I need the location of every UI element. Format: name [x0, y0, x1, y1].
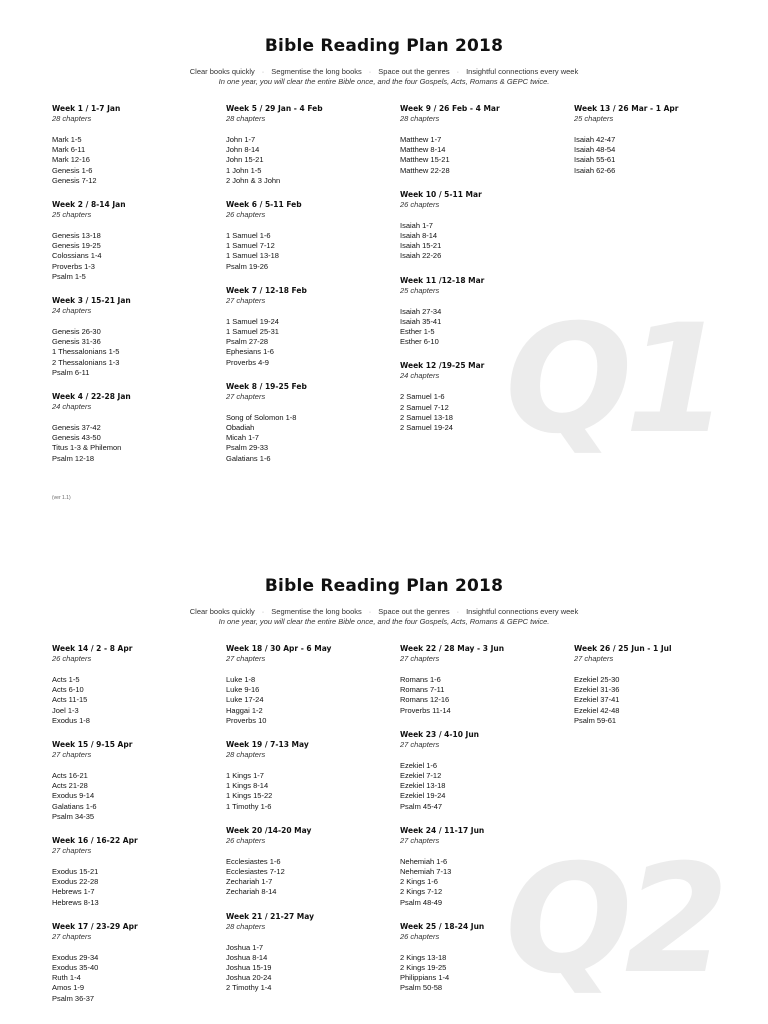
reading-item: John 8-14 — [226, 145, 260, 155]
reading-item: Luke 9-16 — [226, 685, 260, 695]
tagline: Insightful connections every week — [466, 67, 579, 76]
reading-item: Isaiah 35-41 — [400, 316, 442, 326]
reading-item: Isaiah 62-66 — [574, 165, 616, 175]
week-block — [400, 826, 570, 908]
tagline-row — [0, 67, 768, 77]
reading-item: Zechariah 1-7 — [226, 877, 273, 887]
week-column — [574, 104, 744, 190]
chapter-count: 25 chapters — [574, 114, 614, 123]
taglines — [0, 67, 768, 87]
bullet-separator: · — [261, 67, 265, 76]
week-heading: Week 3 / 15-21 Jan — [52, 296, 131, 306]
week-block — [52, 922, 222, 1004]
tagline: Clear books quickly — [189, 607, 255, 616]
week-heading: Week 8 / 19-25 Feb — [226, 381, 307, 391]
chapter-count: 25 chapters — [400, 285, 440, 295]
reading-item: Acts 6-10 — [52, 685, 84, 695]
reading-item: Exodus 1-8 — [52, 715, 90, 725]
reading-item: 1 Kings 1-7 — [226, 771, 264, 781]
tagline: Segmentise the long books — [271, 67, 362, 76]
reading-item: Nehemiah 7-13 — [400, 867, 452, 877]
reading-item: Joshua 20-24 — [226, 973, 272, 983]
chapter-count: 27 chapters — [226, 295, 266, 305]
reading-item: 1 Samuel 7-12 — [226, 241, 275, 251]
week-block — [400, 276, 570, 348]
reading-item: Psalm 27-28 — [226, 337, 269, 347]
bullet-separator: · — [456, 607, 460, 616]
chapter-count: 28 chapters — [226, 921, 266, 931]
reading-item: Isaiah 15-21 — [400, 241, 442, 251]
reading-item: Proverbs 1-3 — [52, 261, 95, 271]
week-block — [574, 104, 744, 176]
chapter-count: 26 chapters — [226, 835, 266, 845]
page-title: Bible Reading Plan 2018 — [264, 36, 504, 56]
reading-item: 1 John 1-5 — [226, 165, 262, 175]
reading-item: Psalm 36-37 — [52, 993, 95, 1003]
bullet-separator: · — [368, 607, 372, 616]
week-heading: Week 9 / 26 Feb - 4 Mar — [400, 104, 500, 113]
week-heading: Week 19 / 7-13 May — [226, 740, 309, 750]
week-heading: Week 14 / 2 - 8 Apr — [52, 644, 133, 653]
week-column — [400, 104, 570, 447]
chapter-count: 27 chapters — [400, 739, 440, 749]
chapter-count: 28 chapters — [400, 114, 440, 123]
reading-item: Proverbs 11-14 — [400, 705, 451, 715]
week-block — [400, 644, 570, 716]
reading-item: Amos 1-9 — [52, 983, 85, 993]
week-block — [52, 392, 222, 464]
reading-item: Song of Solomon 1-8 — [226, 412, 297, 422]
reading-item: Psalm 48-49 — [400, 897, 443, 907]
chapter-count: 27 chapters — [226, 654, 266, 663]
tagline: Insightful connections every week — [466, 607, 579, 616]
reading-item: Proverbs 4-9 — [226, 357, 269, 367]
reading-item: Mark 12-16 — [52, 155, 90, 165]
reading-item: 1 Samuel 13-18 — [226, 251, 279, 261]
reading-item: Ecclesiastes 1-6 — [226, 856, 281, 866]
reading-item: Isaiah 48-54 — [574, 145, 616, 155]
reading-item: Micah 1-7 — [226, 433, 259, 443]
reading-item: Colossians 1-4 — [52, 251, 102, 261]
reading-item: Romans 1-6 — [400, 675, 441, 684]
reading-item: 2 Samuel 13-18 — [400, 412, 453, 422]
chapter-count: 27 chapters — [52, 750, 92, 760]
reading-item: Mark 6-11 — [52, 145, 86, 155]
reading-item: Luke 1-8 — [226, 675, 256, 684]
chapter-count: 24 chapters — [400, 371, 440, 381]
bullet-separator: · — [456, 67, 460, 76]
reading-item: Ezekiel 31-36 — [574, 685, 620, 695]
reading-item: Psalm 1-5 — [52, 271, 86, 281]
week-heading: Week 22 / 28 May - 3 Jun — [400, 644, 505, 653]
week-heading: Week 21 / 21-27 May — [226, 911, 314, 921]
bullet-separator: · — [368, 67, 372, 76]
chapter-count: 24 chapters — [52, 402, 92, 412]
week-column — [226, 644, 396, 1008]
tagline: Segmentise the long books — [271, 607, 362, 616]
reading-item: 1 Samuel 25-31 — [226, 327, 279, 337]
week-heading: Week 24 / 11-17 Jun — [400, 825, 485, 835]
reading-item: 2 John & 3 John — [226, 175, 281, 185]
week-column — [226, 104, 396, 478]
week-heading: Week 2 / 8-14 Jan — [52, 200, 126, 210]
reading-item: Acts 21-28 — [52, 781, 88, 791]
week-block — [400, 190, 570, 262]
chapter-count: 28 chapters — [226, 750, 266, 760]
week-block — [226, 740, 396, 812]
reading-item: Isaiah 1-7 — [400, 220, 433, 230]
reading-item: Joshua 1-7 — [226, 942, 264, 952]
tagline: Clear books quickly — [189, 67, 255, 76]
reading-item: Psalm 34-35 — [52, 811, 95, 821]
reading-item: Joshua 8-14 — [226, 952, 268, 962]
reading-item: Exodus 29-34 — [52, 952, 99, 962]
reading-item: Genesis 13-18 — [52, 231, 101, 241]
reading-item: Isaiah 42-47 — [574, 135, 616, 144]
week-block — [226, 104, 396, 186]
reading-item: 1 Kings 8-14 — [226, 781, 269, 791]
reading-item: 2 Samuel 7-12 — [400, 402, 449, 412]
week-heading: Week 11 /12-18 Mar — [400, 275, 485, 285]
chapter-count: 28 chapters — [226, 114, 266, 123]
chapter-count: 26 chapters — [226, 210, 266, 220]
week-block — [52, 644, 222, 726]
quarter-watermark: Q1 — [505, 293, 721, 467]
reading-item: John 1-7 — [226, 135, 256, 144]
reading-item: 1 Samuel 1-6 — [226, 231, 271, 241]
tagline: Space out the genres — [378, 607, 450, 616]
week-column — [52, 104, 222, 478]
week-heading: Week 1 / 1-7 Jan — [52, 104, 121, 113]
chapter-count: 27 chapters — [52, 931, 92, 941]
week-heading: Week 12 /19-25 Mar — [400, 361, 485, 371]
week-heading: Week 10 / 5-11 Mar — [400, 189, 482, 199]
version-label: (ver 1.1) — [52, 495, 71, 501]
quarter-watermark: Q2 — [505, 833, 721, 1007]
week-block — [400, 104, 570, 176]
tagline-row — [0, 607, 768, 617]
week-heading: Week 5 / 29 Jan - 4 Feb — [226, 104, 323, 113]
week-block — [400, 730, 570, 812]
reading-item: Esther 1-5 — [400, 327, 435, 337]
reading-item: 1 Samuel 19-24 — [226, 316, 279, 326]
reading-item: Acts 11-15 — [52, 695, 88, 705]
page-title: Bible Reading Plan 2018 — [264, 576, 504, 596]
chapter-count: 25 chapters — [52, 210, 92, 220]
reading-item: Ezekiel 25-30 — [574, 675, 620, 684]
week-column — [574, 644, 744, 740]
reading-item: 1 Timothy 1-6 — [226, 801, 272, 811]
week-block — [52, 296, 222, 378]
reading-item: Psalm 45-47 — [400, 801, 443, 811]
reading-item: Genesis 26-30 — [52, 327, 101, 337]
reading-item: Psalm 6-11 — [52, 367, 90, 377]
reading-item: Exodus 15-21 — [52, 867, 99, 877]
reading-item: Ezekiel 37-41 — [574, 695, 620, 705]
reading-item: Ezekiel 1-6 — [400, 760, 438, 770]
reading-item: Proverbs 10 — [226, 715, 267, 725]
week-heading: Week 7 / 12-18 Feb — [226, 285, 307, 295]
reading-item: Ephesians 1-6 — [226, 347, 274, 357]
reading-item: Ezekiel 42-48 — [574, 705, 620, 715]
reading-item: 2 Kings 13-18 — [400, 952, 447, 962]
reading-item: Ezekiel 19-24 — [400, 791, 446, 801]
reading-item: Titus 1-3 & Philemon — [52, 443, 122, 453]
reading-item: Isaiah 27-34 — [400, 306, 442, 316]
taglines — [0, 607, 768, 627]
reading-item: Ecclesiastes 7-12 — [226, 867, 285, 877]
reading-item: Romans 12-16 — [400, 695, 450, 705]
reading-item: Genesis 7-12 — [52, 175, 97, 185]
week-heading: Week 17 / 23-29 Apr — [52, 921, 138, 931]
reading-item: Esther 6-10 — [400, 337, 439, 347]
reading-item: Haggai 1-2 — [226, 705, 263, 715]
week-block — [226, 382, 396, 464]
reading-item: Genesis 19-25 — [52, 241, 101, 251]
reading-item: 1 Kings 15-22 — [226, 791, 273, 801]
reading-item: Exodus 9-14 — [52, 791, 95, 801]
week-heading: Week 26 / 25 Jun - 1 Jul — [574, 644, 672, 653]
reading-item: Psalm 29-33 — [226, 443, 269, 453]
week-column — [400, 644, 570, 1008]
reading-item: Matthew 1-7 — [400, 135, 442, 144]
chapter-count: 24 chapters — [52, 306, 92, 316]
reading-item: Isaiah 8-14 — [400, 231, 438, 241]
reading-item: Luke 17-24 — [226, 695, 264, 705]
week-heading: Week 23 / 4-10 Jun — [400, 729, 480, 739]
reading-item: Zechariah 8-14 — [226, 887, 277, 897]
week-heading: Week 15 / 9-15 Apr — [52, 740, 133, 750]
reading-item: 1 Thessalonians 1-5 — [52, 347, 120, 357]
week-block — [52, 104, 222, 186]
week-block — [400, 922, 570, 994]
reading-item: Galatians 1-6 — [52, 801, 97, 811]
reading-item: Acts 1-5 — [52, 675, 80, 684]
week-heading: Week 18 / 30 Apr - 6 May — [226, 644, 332, 653]
week-heading: Week 6 / 5-11 Feb — [226, 200, 302, 210]
reading-item: Hebrews 1-7 — [52, 887, 95, 897]
week-block — [226, 644, 396, 726]
reading-item: Ruth 1-4 — [52, 973, 81, 983]
chapter-count: 28 chapters — [52, 114, 92, 123]
reading-item: Psalm 50-58 — [400, 983, 443, 993]
week-block — [52, 740, 222, 822]
reading-item: Obadiah — [226, 423, 255, 433]
reading-item: Ezekiel 13-18 — [400, 781, 446, 791]
reading-item: Exodus 22-28 — [52, 877, 99, 887]
chapter-count: 27 chapters — [52, 846, 92, 856]
reading-item: Mark 1-5 — [52, 135, 82, 144]
chapter-count: 27 chapters — [226, 391, 266, 401]
reading-item: Isaiah 55-61 — [574, 155, 616, 165]
reading-item: Psalm 12-18 — [52, 453, 95, 463]
reading-item: Matthew 15-21 — [400, 155, 450, 165]
reading-item: Matthew 22-28 — [400, 165, 450, 175]
week-block — [574, 644, 744, 726]
reading-item: Joel 1-3 — [52, 705, 79, 715]
chapter-count: 26 chapters — [400, 931, 440, 941]
week-heading: Week 4 / 22-28 Jan — [52, 392, 131, 402]
week-block — [400, 361, 570, 433]
reading-item: Genesis 1-6 — [52, 165, 93, 175]
reading-item: Psalm 19-26 — [226, 261, 269, 271]
reading-item: Galatians 1-6 — [226, 453, 271, 463]
chapter-count: 27 chapters — [574, 654, 614, 663]
week-block — [226, 912, 396, 994]
reading-item: Nehemiah 1-6 — [400, 856, 448, 866]
chapter-count: 26 chapters — [400, 199, 440, 209]
reading-item: Psalm 59-61 — [574, 715, 617, 725]
reading-item: John 15-21 — [226, 155, 264, 165]
tagline: Space out the genres — [378, 67, 450, 76]
reading-item: Ezekiel 7-12 — [400, 771, 442, 781]
week-block — [52, 836, 222, 908]
intro-text: In one year, you will clear the entire Bible once, and the four Gospels, Acts, Romans & GEPC twice. — [218, 77, 550, 86]
reading-item: 2 Timothy 1-4 — [226, 983, 272, 993]
week-heading: Week 13 / 26 Mar - 1 Apr — [574, 104, 679, 113]
reading-item: Acts 16-21 — [52, 771, 88, 781]
reading-item: Genesis 37-42 — [52, 423, 101, 433]
reading-item: Genesis 31-36 — [52, 337, 101, 347]
reading-item: Joshua 15-19 — [226, 963, 272, 973]
reading-item: 2 Thessalonians 1-3 — [52, 357, 120, 367]
week-heading: Week 20 /14-20 May — [226, 825, 312, 835]
week-column — [52, 644, 222, 1018]
reading-item: Exodus 35-40 — [52, 963, 99, 973]
reading-item: Romans 7-11 — [400, 685, 445, 695]
chapter-count: 27 chapters — [400, 835, 440, 845]
reading-item: Philippians 1-4 — [400, 973, 450, 983]
reading-item: 2 Kings 7-12 — [400, 887, 443, 897]
reading-item: Matthew 8-14 — [400, 145, 446, 155]
reading-item: 2 Kings 19-25 — [400, 963, 447, 973]
chapter-count: 27 chapters — [400, 654, 440, 663]
bullet-separator: · — [261, 607, 265, 616]
week-block — [226, 826, 396, 898]
week-block — [226, 200, 396, 272]
chapter-count: 26 chapters — [52, 654, 92, 663]
reading-item: Genesis 43-50 — [52, 433, 101, 443]
reading-item: Isaiah 22-26 — [400, 251, 442, 261]
reading-item: 2 Samuel 1-6 — [400, 392, 445, 402]
week-block — [52, 200, 222, 282]
week-block — [226, 286, 396, 368]
week-heading: Week 16 / 16-22 Apr — [52, 836, 138, 846]
reading-item: 2 Kings 1-6 — [400, 877, 438, 887]
intro-text: In one year, you will clear the entire Bible once, and the four Gospels, Acts, Romans & GEPC twice. — [218, 617, 550, 626]
plan-page-q2 — [0, 540, 768, 1024]
week-heading: Week 25 / 18-24 Jun — [400, 921, 485, 931]
reading-item: Hebrews 8-13 — [52, 897, 99, 907]
reading-item: 2 Samuel 19-24 — [400, 423, 453, 433]
